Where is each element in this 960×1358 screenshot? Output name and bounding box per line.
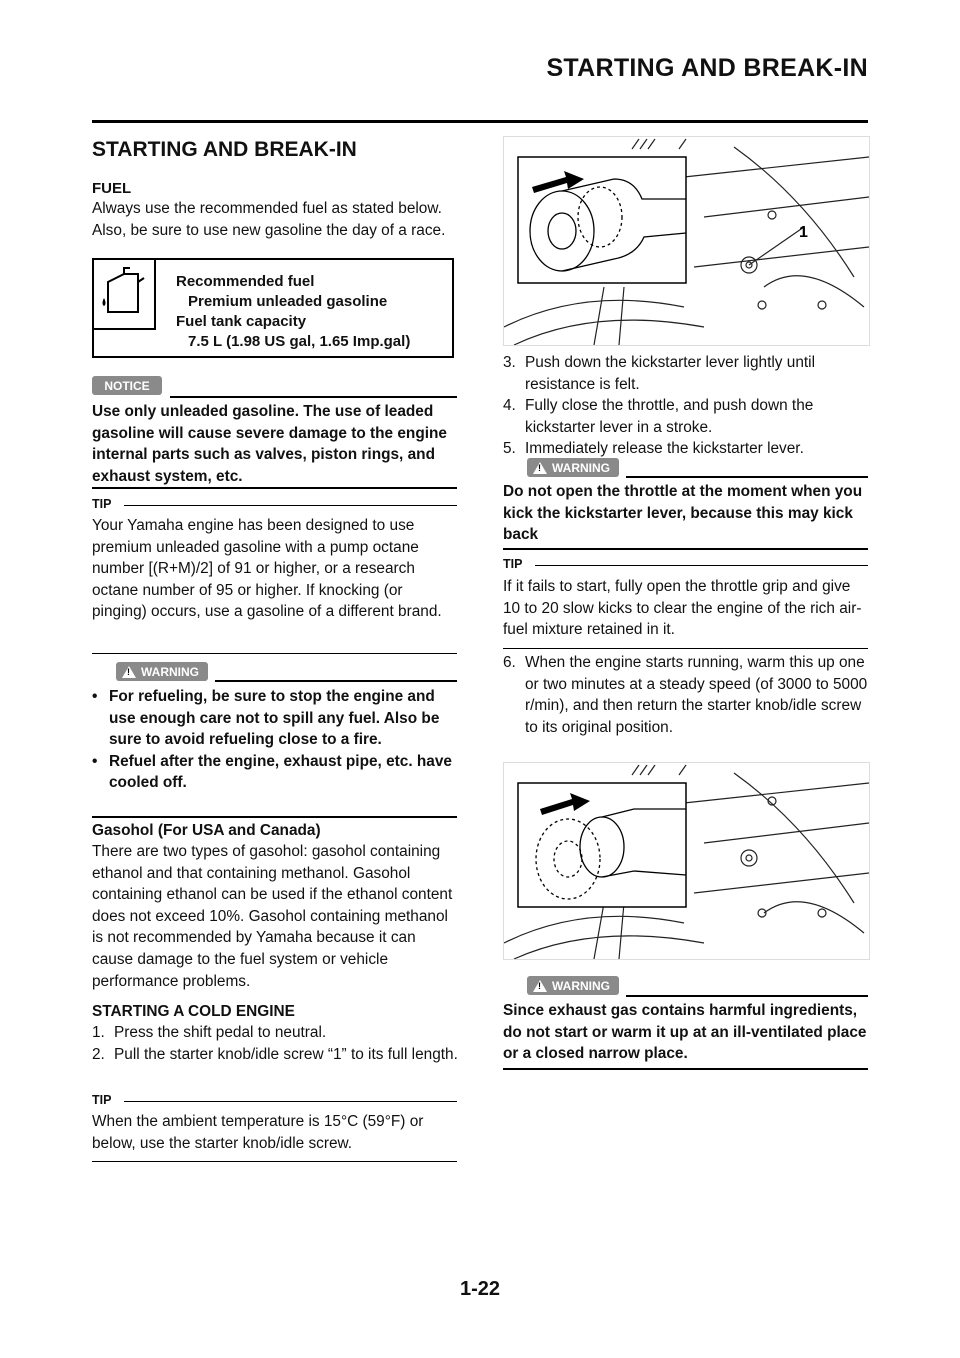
kickstart-steps <box>503 352 869 460</box>
fuel-heading: FUEL <box>92 180 132 197</box>
tip-label: TIP <box>92 1093 112 1107</box>
tip-rule-bottom <box>503 648 868 649</box>
spec-recommended-fuel-label: Recommended fuel <box>176 273 315 290</box>
cold-engine-steps <box>92 1022 458 1065</box>
tip-label: TIP <box>92 497 112 511</box>
callout-label: 1 <box>799 224 808 241</box>
notice-badge <box>92 376 162 395</box>
warning-label: WARNING <box>141 664 199 679</box>
tip-text: When the ambient temperature is 15°C (59°F) or below, use the starter knob/idle screw. <box>92 1113 424 1152</box>
notice-label: NOTICE <box>104 378 150 393</box>
warning-bullet: • For refueling, be sure to stop the engine and use enough care not to spill any fuel. Also be sure to avoid refueling close to a fire. <box>92 688 440 749</box>
notice-rule-top <box>170 396 457 398</box>
warning-rule-bottom <box>503 548 868 550</box>
gasohol-heading: Gasohol (For USA and Canada) <box>92 822 321 839</box>
warning-rule-top <box>626 476 868 478</box>
spec-tank-capacity-value: 7.5 L (1.98 US gal, 1.65 Imp.gal) <box>188 333 411 350</box>
fuel-can-icon <box>94 260 156 330</box>
tip-rule-top <box>535 565 868 566</box>
running-header: STARTING AND BREAK-IN <box>546 54 868 82</box>
warning-badge <box>527 458 619 477</box>
step-item: 3. Push down the kickstarter lever lightly until resistance is felt. <box>503 354 815 393</box>
tip-rule-bottom <box>92 1161 457 1162</box>
spec-recommended-fuel-value: Premium unleaded gasoline <box>188 293 388 310</box>
warning-rule-top <box>626 995 868 997</box>
step-item: 4. Fully close the throttle, and push down the kickstarter lever in a stroke. <box>503 397 814 436</box>
tip-text: If it fails to start, fully open the throttle grip and give 10 to 20 slow kicks to clear the engine of the rich air-fuel mixture retained in it. <box>503 578 862 639</box>
warning-badge <box>116 662 208 681</box>
warning-badge <box>527 976 619 995</box>
fuel-intro: Always use the recommended fuel as stated below. Also, be sure to use new gasoline the day of a race. <box>92 200 446 239</box>
header-rule <box>92 120 868 123</box>
cold-engine-heading: STARTING A COLD ENGINE <box>92 1003 295 1020</box>
warning-icon: ! <box>122 666 136 678</box>
tip-rule-bottom <box>92 653 457 654</box>
warning-text: Do not open the throttle at the moment when you kick the kickstarter lever, because this may kick back <box>503 483 863 544</box>
warning-rule-bottom <box>92 816 457 818</box>
step-item: 5. Immediately release the kickstarter lever. <box>503 440 804 458</box>
spec-tank-capacity-label: Fuel tank capacity <box>176 313 307 330</box>
warning-text: Since exhaust gas contains harmful ingredients, do not start or warm it up at an ill-ventilated place or a closed narrow place. <box>503 1002 867 1063</box>
notice-text: Use only unleaded gasoline. The use of leaded gasoline will cause severe damage to the engine internal parts such as valves, piston rings, and exhaust system, etc. <box>92 403 447 485</box>
notice-rule-bottom <box>92 487 457 489</box>
spec-text <box>176 272 410 352</box>
warning-icon: ! <box>533 980 547 992</box>
tip-label: TIP <box>503 557 523 571</box>
page-number: 1-22 <box>459 1278 501 1300</box>
starter-knob-illustration-pull <box>503 136 870 346</box>
warmup-step <box>503 652 869 738</box>
tip-rule-top <box>124 505 457 506</box>
warning-icon: ! <box>533 462 547 474</box>
step-item: 2. Pull the starter knob/idle screw “1” to its full length. <box>92 1045 458 1063</box>
warning-label: WARNING <box>552 460 610 475</box>
warning-bullet: • Refuel after the engine, exhaust pipe, etc. have cooled off. <box>92 752 452 792</box>
warning-bullets <box>92 686 458 794</box>
tip-text: Your Yamaha engine has been designed to use premium unleaded gasoline with a pump octane number [(R+M)/2] of 91 or higher, or a research octane number of 95 or higher. If knocking (or pinging) occurs, use a gasoline of a different brand. <box>92 517 442 621</box>
warning-label: WARNING <box>552 978 610 993</box>
starter-knob-illustration-return <box>503 762 870 960</box>
section-title: STARTING AND BREAK-IN <box>92 138 357 161</box>
warning-rule-top <box>215 680 457 682</box>
warning-rule-bottom <box>503 1068 868 1070</box>
gasohol-text: There are two types of gasohol: gasohol containing ethanol and that containing methanol. Gasohol containing ethanol can be used if the ethanol content does not exceed 10%. Gasohol containing methanol is not recommended by Yamaha because it can cause damage to the fuel system or vehicle performance problems. <box>92 843 453 990</box>
step-item: 1. Press the shift pedal to neutral. <box>92 1024 327 1041</box>
spec-box <box>92 258 454 358</box>
step-item: 6. When the engine starts running, warm this up one or two minutes at a steady speed (of 3000 to 5000 r/min), and then return the starter knob/idle screw to its original position. <box>503 654 868 736</box>
tip-rule-top <box>124 1101 457 1102</box>
